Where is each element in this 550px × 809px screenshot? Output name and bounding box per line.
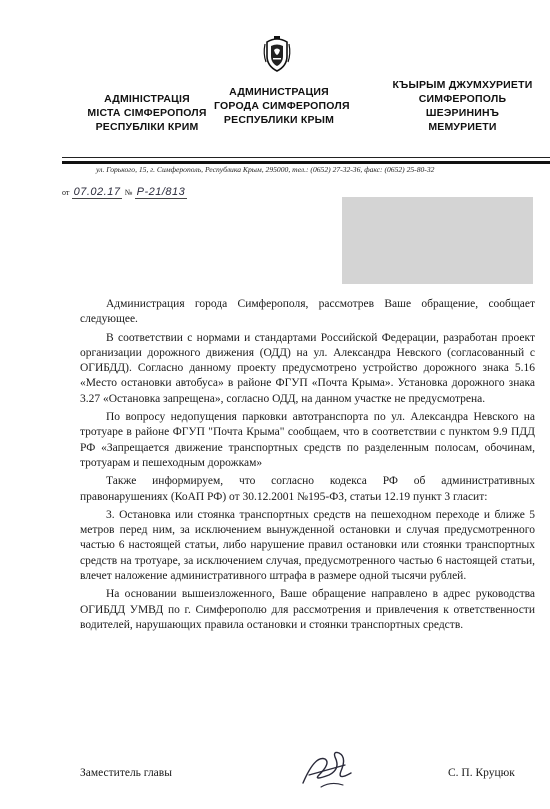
header-line: ГОРОДА СИМФЕРОПОЛЯ: [214, 100, 350, 112]
registration-number: Р-21/813: [136, 186, 186, 198]
header-divider-thick: [62, 161, 550, 164]
header-line: СИМФЕРОПОЛЬ: [418, 93, 507, 105]
header-ukrainian: [62, 92, 232, 134]
header-line: РЕСПУБЛИКИ КРЫМ: [223, 114, 335, 126]
signatory-name: С. П. Круцюк: [448, 767, 515, 779]
from-label: от: [62, 188, 70, 197]
redacted-recipient-block: [342, 197, 533, 284]
registration-line: [62, 186, 187, 199]
paragraph: Также информируем, что согласно кодекса РФ об административных правонарушениях (КоАП РФ) от 30.12.2001 №195-ФЗ, статьи 12.19 пункт 3 гласит:: [80, 475, 535, 503]
number-label: №: [124, 188, 133, 197]
header-russian: [214, 85, 350, 127]
header-line: КЪЫРЫМ ДЖУМХУРИЕТИ: [392, 79, 533, 91]
paragraph: Администрация города Симферополя, рассмотрев Ваше обращение, сообщает следующее.: [80, 298, 535, 326]
crimea-coat-of-arms-icon: [262, 34, 292, 74]
header-line: ШЕЭРИНИНЪ: [425, 107, 500, 119]
header-line: РЕСПУБЛІКИ КРИМ: [95, 121, 199, 133]
letter-body: [80, 297, 535, 636]
handwritten-signature-icon: [295, 745, 365, 795]
paragraph: В соответствии с нормами и стандартами Российской Федерации, разработан проект организации дорожного движения (ОДД) на ул. Александра Невского (согласованный с ОГИБДД). Согласно данному проекту предусмотрено устройство дорожного знака 5.16 «Место остановки автобуса» в районе ФГУП «Почта Крыма». Установка дорожного знака 3.27 «Остановка запрещена», согласно ОДД, на данном участке не предусмотрена.: [80, 331, 535, 405]
quoted-law-paragraph: 3. Остановка или стоянка транспортных средств на пешеходном переходе и ближе 5 метров перед ним, за исключением вынужденной остановки и случая предусмотренного частью 6 настоящей статьи, либо нарушение правил остановки или стоянки транспортных средств на тротуаре, за исключением случая, предусмотренного частью 6 настоящей статьи, влечет наложение административного штрафа в размере одной тысячи рублей.: [80, 508, 535, 583]
paragraph: На основании вышеизложенного, Ваше обращение направлено в адрес руководства ОГИБДД УМВД по г. Симферополю для рассмотрения и привлечения к ответственности водителей, нарушающих правила остановки и стоянки транспортных средств.: [80, 588, 535, 631]
header-line: МІСТА СІМФЕРОПОЛЯ: [87, 107, 207, 119]
header-line: АДМІНІСТРАЦІЯ: [104, 93, 190, 105]
header-line: МЕМУРИЕТИ: [428, 121, 497, 133]
address-line: ул. Горького, 15, г. Симферополь, Республика Крым, 295000, тел.: (0652) 27-32-36, факс: (0652) 25-80-32: [96, 165, 435, 174]
signatory-title: Заместитель главы: [80, 767, 172, 779]
header-line: АДМИНИСТРАЦИЯ: [229, 86, 329, 98]
header-crimean-tatar: [380, 78, 545, 134]
paragraph: По вопросу недопущения парковки автотранспорта по ул. Александра Невского на тротуаре в районе ФГУП "Почта Крыма" сообщаем, что в соответствии с пунктом 9.9 ПДД РФ «Запрещается движение транспортных средств по разделенным полосам, обочинам, тротуарам и пешеходным дорожкам»: [80, 411, 535, 469]
header-divider-thin: [62, 157, 550, 158]
registration-date: 07.02.17: [73, 186, 121, 198]
